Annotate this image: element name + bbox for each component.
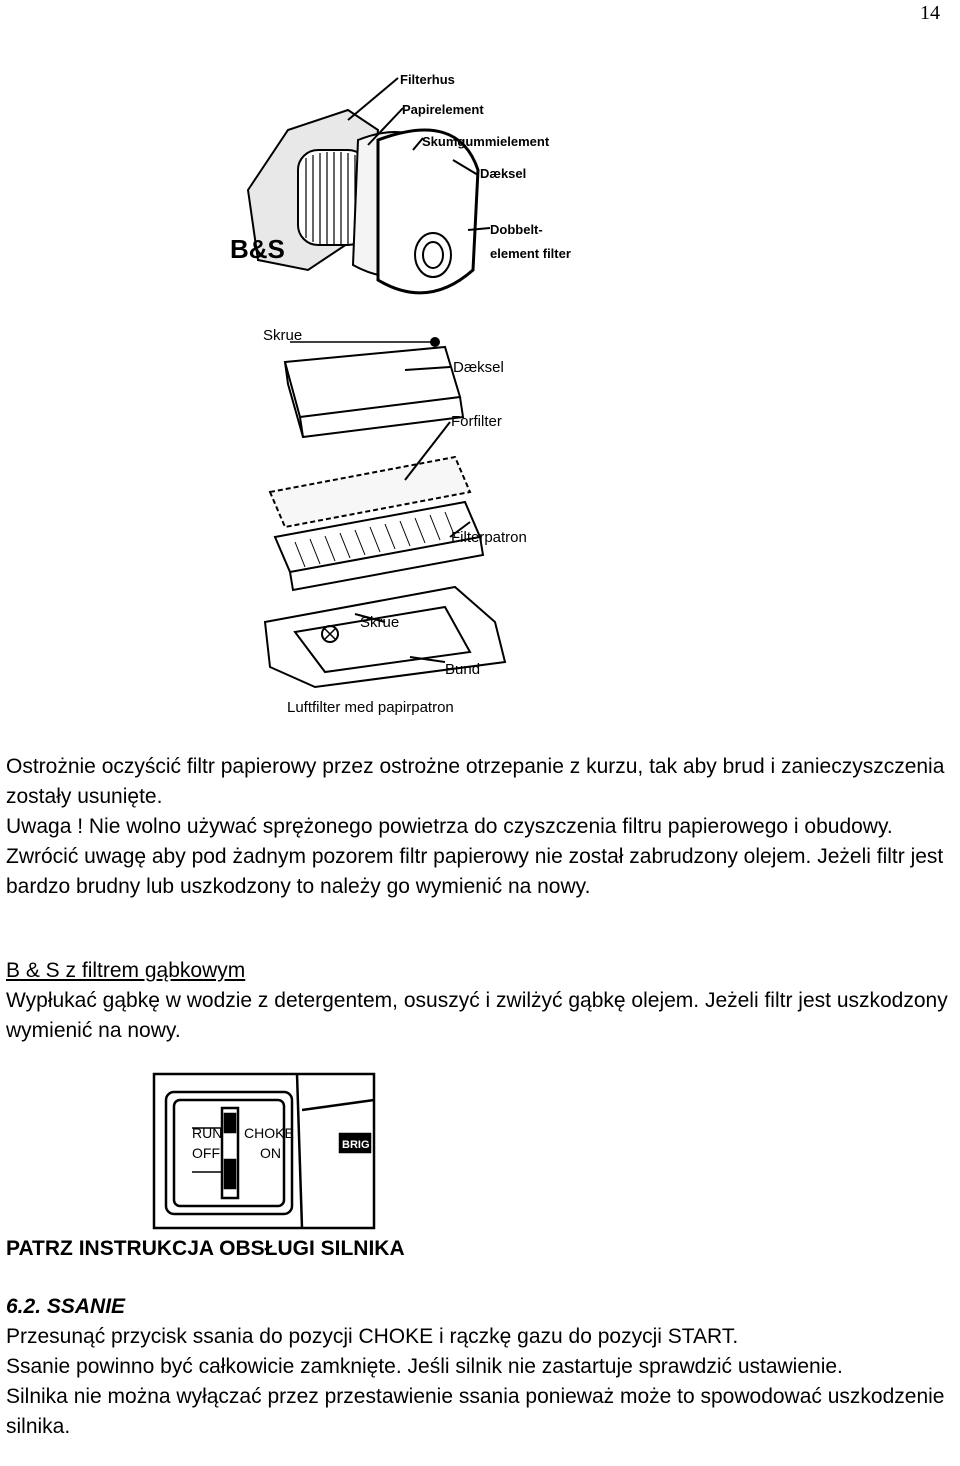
paragraph-warning: Uwaga ! Nie wolno używać sprężonego powietrza do czyszczenia filtru papierowego i obudowy. [6, 815, 893, 838]
label-filterpatron: Filterpatron [451, 529, 527, 546]
label-skumgummielement: Skumgummielement [422, 134, 550, 149]
sponge-filter-section [6, 956, 948, 1046]
label-papirelement: Papirelement [402, 102, 484, 117]
label-skrue-top: Skrue [263, 327, 303, 344]
label-on: ON [260, 1145, 281, 1161]
page-number: 14 [920, 2, 940, 24]
label-choke: CHOKE [244, 1125, 294, 1141]
label-bund: Bund [445, 661, 481, 678]
label-filterhus: Filterhus [400, 72, 455, 87]
choke-section [6, 1292, 948, 1442]
choke-heading: 6.2. SSANIE [6, 1295, 126, 1318]
engine-manual-heading: PATRZ INSTRUKCJA OBSŁUGI SILNIKA [6, 1237, 405, 1260]
choke-line-2: Ssanie powinno być całkowicie zamknięte. Jeśli silnik nie zastartuje sprawdzić ustawienie. [6, 1355, 843, 1378]
choke-control-illustration [152, 1070, 378, 1232]
choke-line-1: Przesunąć przycisk ssania do pozycji CHOKE i rączkę gazu do pozycji START. [6, 1325, 739, 1348]
label-off: OFF [192, 1145, 220, 1161]
bs-filter-illustration [228, 40, 588, 330]
label-skrue-mid: Skrue [360, 614, 400, 631]
sponge-filter-body: Wypłukać gąbkę w wodzie z detergentem, osuszyć i zwilżyć gąbkę olejem. Jeżeli filtr jest uszkodzony wymienić na nowy. [6, 989, 948, 1042]
choke-line-3: Silnika nie można wyłączać przez przestawienie ssania ponieważ może to spowodować uszkodzenie silnika. [6, 1385, 945, 1438]
label-brand: BRIG [342, 1139, 370, 1151]
sponge-filter-heading: B & S z filtrem gąbkowym [6, 959, 246, 982]
paragraph-clean: Ostrożnie oczyścić filtr papierowy przez ostrożne otrzepanie z kurzu, tak aby brud i zanieczyszczenia zostały usunięte. [6, 755, 945, 808]
paper-filter-instructions [6, 752, 948, 902]
label-element-filter: element filter [490, 246, 571, 261]
label-daeksel: Dæksel [480, 166, 527, 181]
label-daeksel-2: Dæksel [453, 359, 504, 376]
label-bs: B&S [230, 234, 285, 264]
label-forfilter: Forfilter [451, 413, 502, 430]
label-run: RUN [192, 1125, 223, 1141]
figure-caption-luftfilter: Luftfilter med papirpatron [287, 699, 454, 716]
label-dobbelt: Dobbelt- [490, 222, 543, 237]
paragraph-oil: Zwrócić uwagę aby pod żadnym pozorem filtr papierowy nie został zabrudzony olejem. Jeżeli filtr jest bardzo brudny lub uszkodzony to należy go wymienić na nowy. [6, 845, 944, 898]
paper-cartridge-filter-illustration [255, 322, 555, 720]
